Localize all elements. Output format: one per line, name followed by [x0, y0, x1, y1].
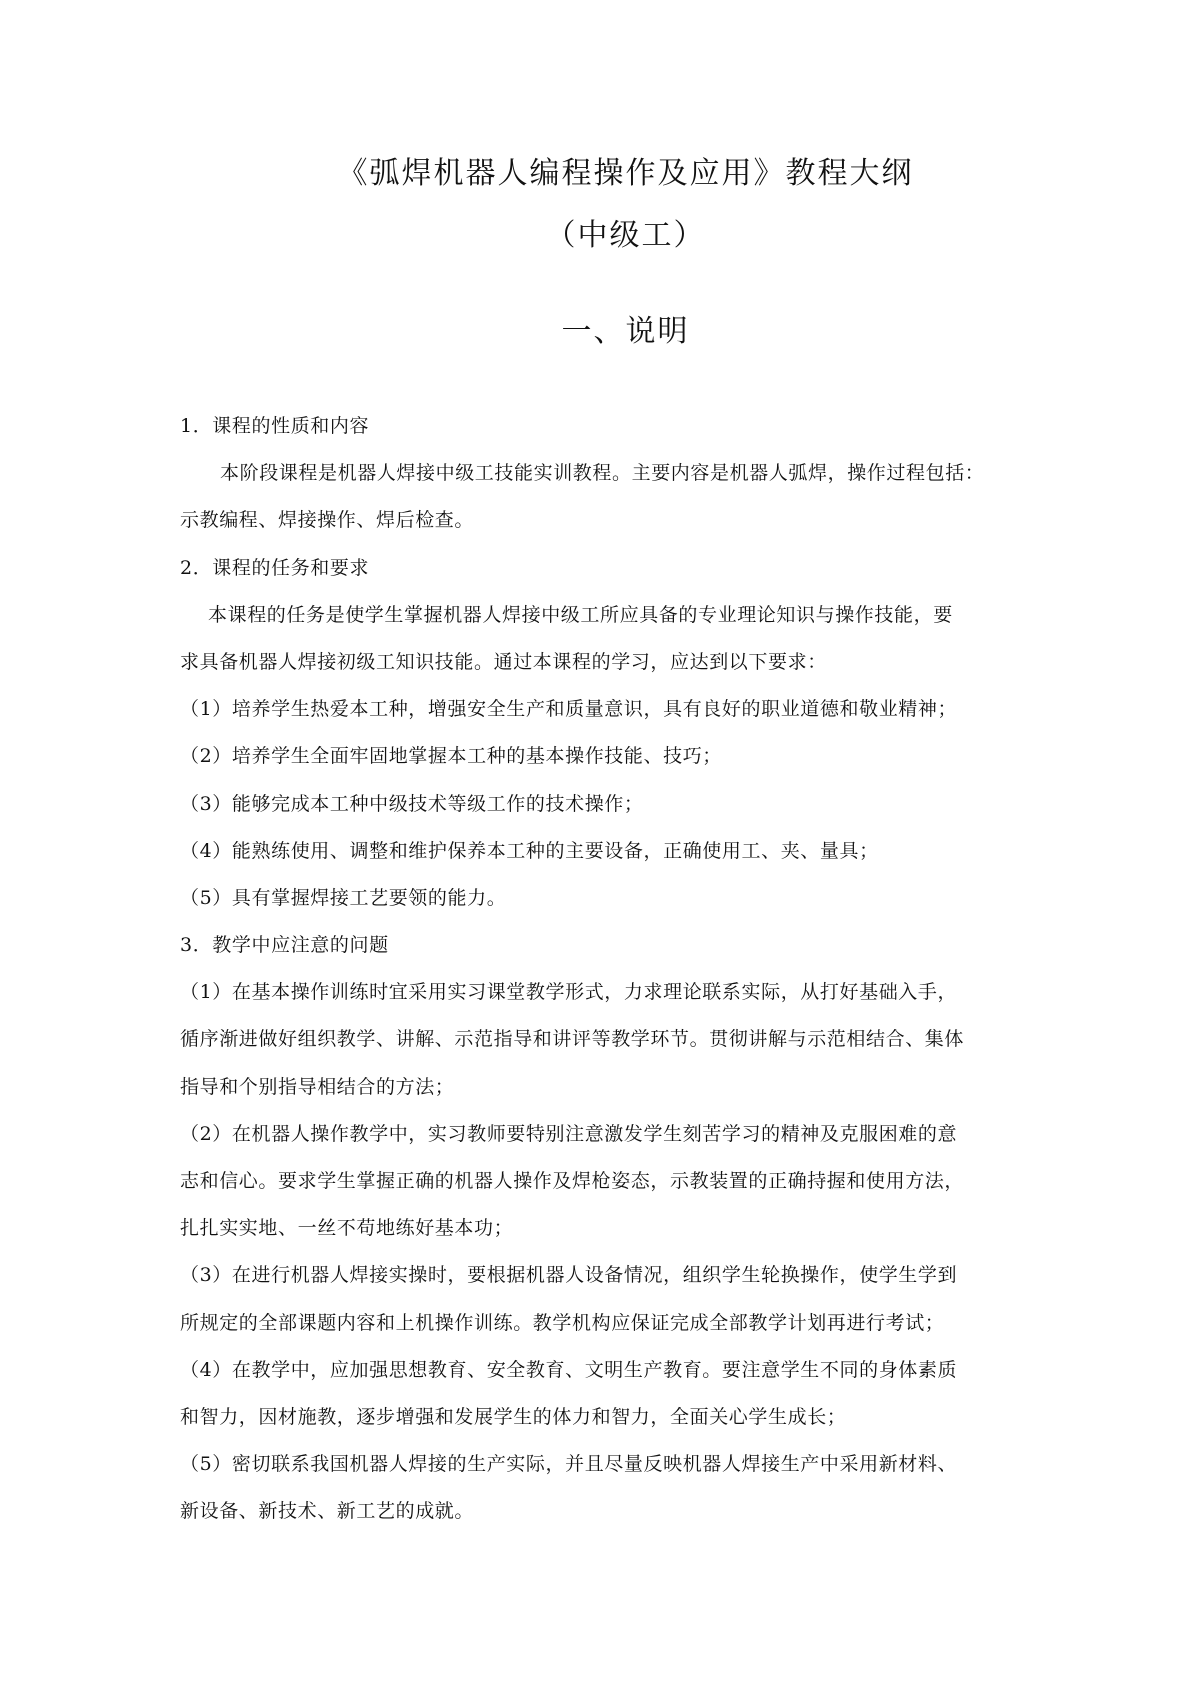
document-body [180, 403, 1020, 1536]
list-item: （4）能熟练使用、调整和维护保养本工种的主要设备，正确使用工、夹、量具； [180, 839, 879, 862]
list-item: （1）培养学生热爱本工种，增强安全生产和质量意识，具有良好的职业道德和敬业精神； [180, 698, 958, 721]
paragraph-line: 扎扎实实地、一丝不苟地练好基本功； [180, 1217, 514, 1240]
list-item: （4）在教学中，应加强思想教育、安全教育、文明生产教育。要注意学生不同的身体素质 [180, 1358, 958, 1381]
list-item: （3）在进行机器人焊接实操时，要根据机器人设备情况，组织学生轮换操作，使学生学到 [180, 1264, 958, 1287]
paragraph-line: 指导和个别指导相结合的方法； [180, 1075, 455, 1098]
list-item: （5）具有掌握焊接工艺要领的能力。 [180, 886, 507, 909]
paragraph-line: 新设备、新技术、新工艺的成就。 [180, 1500, 475, 1523]
paragraph-line: 志和信心。要求学生掌握正确的机器人操作及焊枪姿态，示教装置的正确持握和使用方法， [180, 1170, 965, 1192]
paragraph-line: 和智力，因材施教，逐步增强和发展学生的体力和智力，全面关心学生成长； [180, 1405, 847, 1428]
paragraph-line: 本阶段课程是机器人焊接中级工技能实训教程。主要内容是机器人弧焊，操作过程包括： [220, 462, 985, 485]
document-subtitle: （中级工） [545, 218, 706, 253]
paragraph-line: 循序渐进做好组织教学、讲解、示范指导和讲评等教学环节。贯彻讲解与示范相结合、集体 [180, 1028, 965, 1051]
list-item: （2）培养学生全面牢固地掌握本工种的基本操作技能、技巧； [180, 745, 722, 768]
document-title: 《弧焊机器人编程操作及应用》教程大纲 [337, 156, 914, 191]
subsection-heading: 2．课程的任务和要求 [180, 556, 370, 579]
list-item: （3）能够完成本工种中级技术等级工作的技术操作； [180, 792, 644, 815]
section-heading: 一、说明 [561, 314, 690, 349]
list-item: （5）密切联系我国机器人焊接的生产实际，并且尽量反映机器人焊接生产中采用新材料、 [180, 1453, 958, 1476]
paragraph-line: 本课程的任务是使学生掌握机器人焊接中级工所应具备的专业理论知识与操作技能，要 [208, 603, 953, 626]
subsection-heading: 1．课程的性质和内容 [180, 415, 370, 437]
paragraph-line: 所规定的全部课题内容和上机操作训练。教学机构应保证完成全部教学计划再进行考试； [180, 1311, 945, 1334]
paragraph-line: 求具备机器人焊接初级工知识技能。通过本课程的学习，应达到以下要求： [180, 650, 827, 673]
list-item: （2）在机器人操作教学中，实习教师要特别注意激发学生刻苦学习的精神及克服困难的意 [180, 1122, 958, 1145]
paragraph-line: 示教编程、焊接操作、焊后检查。 [180, 509, 475, 532]
subsection-heading: 3．教学中应注意的问题 [180, 934, 389, 957]
list-item: （1）在基本操作训练时宜采用实习课堂教学形式，力求理论联系实际，从打好基础入手， [180, 981, 958, 1004]
